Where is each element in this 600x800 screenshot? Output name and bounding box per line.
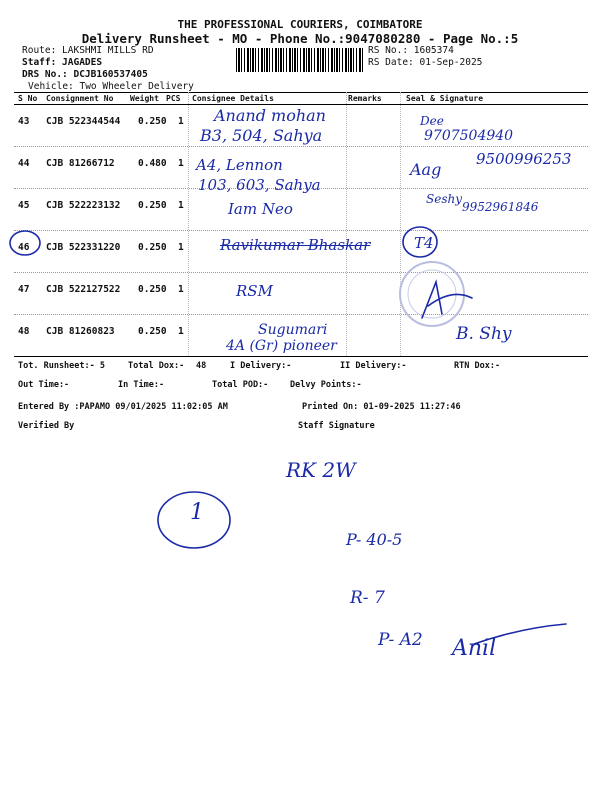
total-dox-value: 48 <box>196 361 207 371</box>
staff-signature-label: Staff Signature <box>298 421 375 431</box>
row-consignment: CJB 522331220 <box>46 242 121 253</box>
handwriting-r48-address: 4A (Gr) pioneer <box>226 338 337 354</box>
handwriting-r44-phone: 9500996253 <box>476 150 572 168</box>
ii-delivery: II Delivery:- <box>340 361 407 371</box>
col-remarks: Remarks <box>348 94 382 103</box>
handwriting-note-r7: R- 7 <box>350 588 385 608</box>
col-weight: Weight <box>130 94 159 103</box>
handwriting-r47-name: RSM <box>236 282 273 300</box>
row-pcs: 1 <box>178 242 184 253</box>
rs-date: RS Date: 01-Sep-2025 <box>368 57 483 68</box>
handwriting-r44-address: 103, 603, Sahya <box>198 176 321 194</box>
row-consignment: CJB 522127522 <box>46 284 121 295</box>
row-pcs: 1 <box>178 284 184 295</box>
vehicle-label: Vehicle: Two Wheeler Delivery <box>28 81 194 92</box>
handwriting-r45-phone: 9952961846 <box>462 200 539 214</box>
col-seal-signature: Seal & Signature <box>406 94 484 103</box>
signature-circle <box>400 224 440 260</box>
entered-by: Entered By :PAPAMO 09/01/2025 11:02:05 AM <box>18 402 228 412</box>
handwriting-r43-phone: 9707504940 <box>424 128 514 144</box>
handwriting-r43-address: B3, 504, Sahya <box>200 126 323 145</box>
col-pcs: PCS <box>166 94 181 103</box>
col-consignment: Consignment No <box>46 94 114 103</box>
rs-number: RS No.: 1605374 <box>368 45 454 56</box>
handwriting-r48-sig: B. Shy <box>456 324 512 344</box>
total-dox-label: Total Dox:- <box>128 361 185 371</box>
row-pcs: 1 <box>178 158 184 169</box>
table-bottom-rule <box>14 356 588 357</box>
table-top-rule <box>14 92 588 93</box>
row-pcs: 1 <box>178 200 184 211</box>
row-consignment: CJB 522344544 <box>46 116 121 127</box>
handwriting-r44-name: A4, Lennon <box>196 156 283 174</box>
sno-circle <box>8 228 42 258</box>
drs-number: DRS No.: DCJB160537405 <box>22 69 148 80</box>
row-sno: 48 <box>18 326 30 337</box>
handwriting-note-rk: RK 2W <box>286 458 356 482</box>
out-time: Out Time:- <box>18 380 70 390</box>
row-pcs: 1 <box>178 326 184 337</box>
handwriting-r43-name: Anand mohan <box>214 106 326 125</box>
staff-label: Staff: JAGADES <box>22 57 103 68</box>
row-pcs: 1 <box>178 116 184 127</box>
handwriting-r44-sig: Aag <box>410 160 442 179</box>
handwriting-note-one: 1 <box>190 500 204 525</box>
row-consignment: CJB 81266712 <box>46 158 115 169</box>
row-weight: 0.250 <box>138 242 167 253</box>
row-sno: 47 <box>18 284 30 295</box>
verified-by: Verified By <box>18 421 75 431</box>
staff-signature-scribble: Anil <box>452 636 497 661</box>
col-sno: S No <box>18 94 38 103</box>
handwriting-r45-sig: Seshy <box>426 192 462 206</box>
company-title: THE PROFESSIONAL COURIERS, COIMBATORE <box>177 18 423 31</box>
total-pod: Total POD:- <box>212 380 269 390</box>
row-weight: 0.250 <box>138 200 167 211</box>
row-sno: 44 <box>18 158 30 169</box>
row-weight: 0.250 <box>138 284 167 295</box>
handwriting-r45-name: Iam Neo <box>228 200 293 218</box>
i-delivery: I Delivery:- <box>230 361 292 371</box>
runsheet-title: Delivery Runsheet - MO - Phone No.:9047080280 - Page No.:5 <box>81 31 519 46</box>
row-consignment: CJB 81260823 <box>46 326 115 337</box>
delivery-points: Delvy Points:- <box>290 380 362 390</box>
row-weight: 0.250 <box>138 326 167 337</box>
handwriting-r43-sig: Dee <box>420 114 444 128</box>
handwriting-note-pa2: P- A2 <box>378 630 423 650</box>
barcode <box>236 48 364 72</box>
col-consignee: Consignee Details <box>192 94 274 103</box>
handwriting-note-p40: P- 40-5 <box>346 530 403 549</box>
handwriting-r48-name: Sugumari <box>258 322 328 338</box>
row-weight: 0.250 <box>138 116 167 127</box>
row-weight: 0.480 <box>138 158 167 169</box>
printed-on: Printed On: 01-09-2025 11:27:46 <box>302 402 461 412</box>
row-sno: 46 <box>18 242 30 253</box>
row-consignment: CJB 522223132 <box>46 200 121 211</box>
handwriting-r46-name: Ravikumar Bhaskar <box>220 236 371 254</box>
table-row <box>14 272 588 315</box>
rtn-dox: RTN Dox:- <box>454 361 501 371</box>
in-time: In Time:- <box>118 380 165 390</box>
total-runsheet: Tot. Runsheet:- 5 <box>18 361 105 371</box>
route-label: Route: LAKSHMI MILLS RD <box>22 45 154 56</box>
handwriting-r46-sig: T4 <box>414 234 434 252</box>
signature-stroke <box>470 620 570 650</box>
row-sno: 43 <box>18 116 30 127</box>
row-sno: 45 <box>18 200 30 211</box>
